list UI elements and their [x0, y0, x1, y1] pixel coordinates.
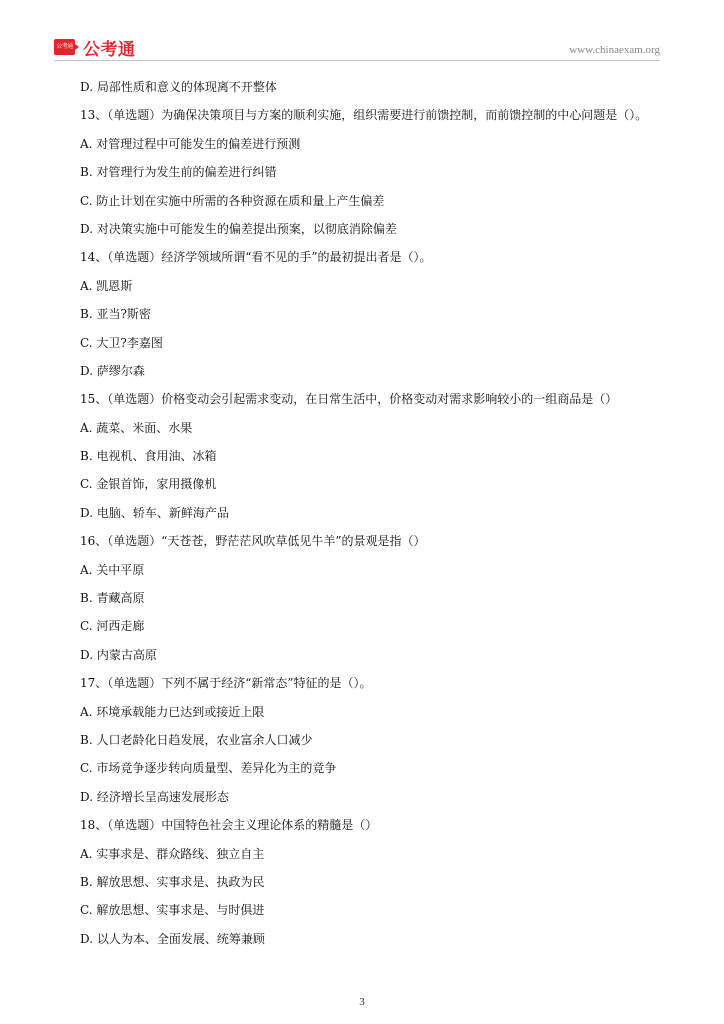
option-line: B. 亚当?斯密 [80, 307, 151, 322]
logo-text: 公考通 [83, 39, 136, 60]
option-line: C. 金银首饰，家用摄像机 [80, 477, 217, 492]
option-line: D. 对决策实施中可能发生的偏差提出预案，以彻底消除偏差 [80, 221, 397, 236]
option-line: D. 内蒙古高原 [80, 647, 157, 662]
option-line: C. 解放思想、实事求是、与时俱进 [80, 903, 265, 918]
option-line: B. 青藏高原 [80, 591, 145, 606]
option-line: B. 人口老龄化日趋发展，农业富余人口减少 [80, 732, 313, 747]
question-line: 17、（单选题）下列不属于经济“新常态”特征的是（）。 [80, 676, 372, 691]
option-line: B. 解放思想、实事求是、执政为民 [80, 874, 265, 889]
option-line: A. 蔬菜、米面、水果 [80, 420, 193, 435]
option-line: D. 局部性质和意义的体现离不开整体 [80, 80, 277, 94]
site-url: www.chinaexam.org [569, 44, 660, 56]
option-line: D. 萨缪尔森 [80, 363, 145, 378]
option-line: D. 以人为本、全面发展、统筹兼顾 [80, 931, 265, 946]
question-line: 16、（单选题）“天苍苍，野茫茫风吹草低见牛羊”的景观是指（） [80, 534, 426, 549]
option-line: B. 对管理行为发生前的偏差进行纠错 [80, 165, 277, 180]
option-line: C. 河西走廊 [80, 619, 145, 634]
question-line: 14、（单选题）经济学领域所谓“看不见的手”的最初提出者是（）。 [80, 250, 432, 265]
option-line: A. 关中平原 [80, 562, 145, 577]
logo-icon: 公考通 [54, 39, 75, 55]
option-line: D. 电脑、轿车、新鲜海产品 [80, 505, 229, 520]
page-header [0, 0, 724, 66]
option-line: C. 大卫?李嘉图 [80, 335, 163, 350]
document-body [80, 77, 680, 957]
question-line: 18、（单选题）中国特色社会主义理论体系的精髓是（） [80, 818, 378, 833]
page-number: 3 [359, 996, 365, 1008]
option-line: A. 凯恩斯 [80, 278, 133, 293]
option-line: C. 市场竞争逐步转向质量型、差异化为主的竞争 [80, 761, 337, 776]
option-line: D. 经济增长呈高速发展形态 [80, 789, 229, 804]
question-line: 13、（单选题）为确保决策项目与方案的顺利实施，组织需要进行前馈控制，而前馈控制的中心问题是（）。 [80, 108, 648, 123]
option-line: A. 实事求是、群众路线、独立自主 [80, 846, 265, 861]
option-line: A. 环境承载能力已达到或接近上限 [80, 704, 265, 719]
option-line: B. 电视机、食用油、冰箱 [80, 449, 217, 464]
header-divider [54, 60, 660, 61]
question-line: 15、（单选题）价格变动会引起需求变动，在日常生活中，价格变动对需求影响较小的一组商品是（） [80, 392, 618, 407]
option-line: C. 防止计划在实施中所需的各种资源在质和量上产生偏差 [80, 193, 385, 208]
option-line: A. 对管理过程中可能发生的偏差进行预测 [80, 136, 301, 151]
logo [54, 37, 136, 60]
